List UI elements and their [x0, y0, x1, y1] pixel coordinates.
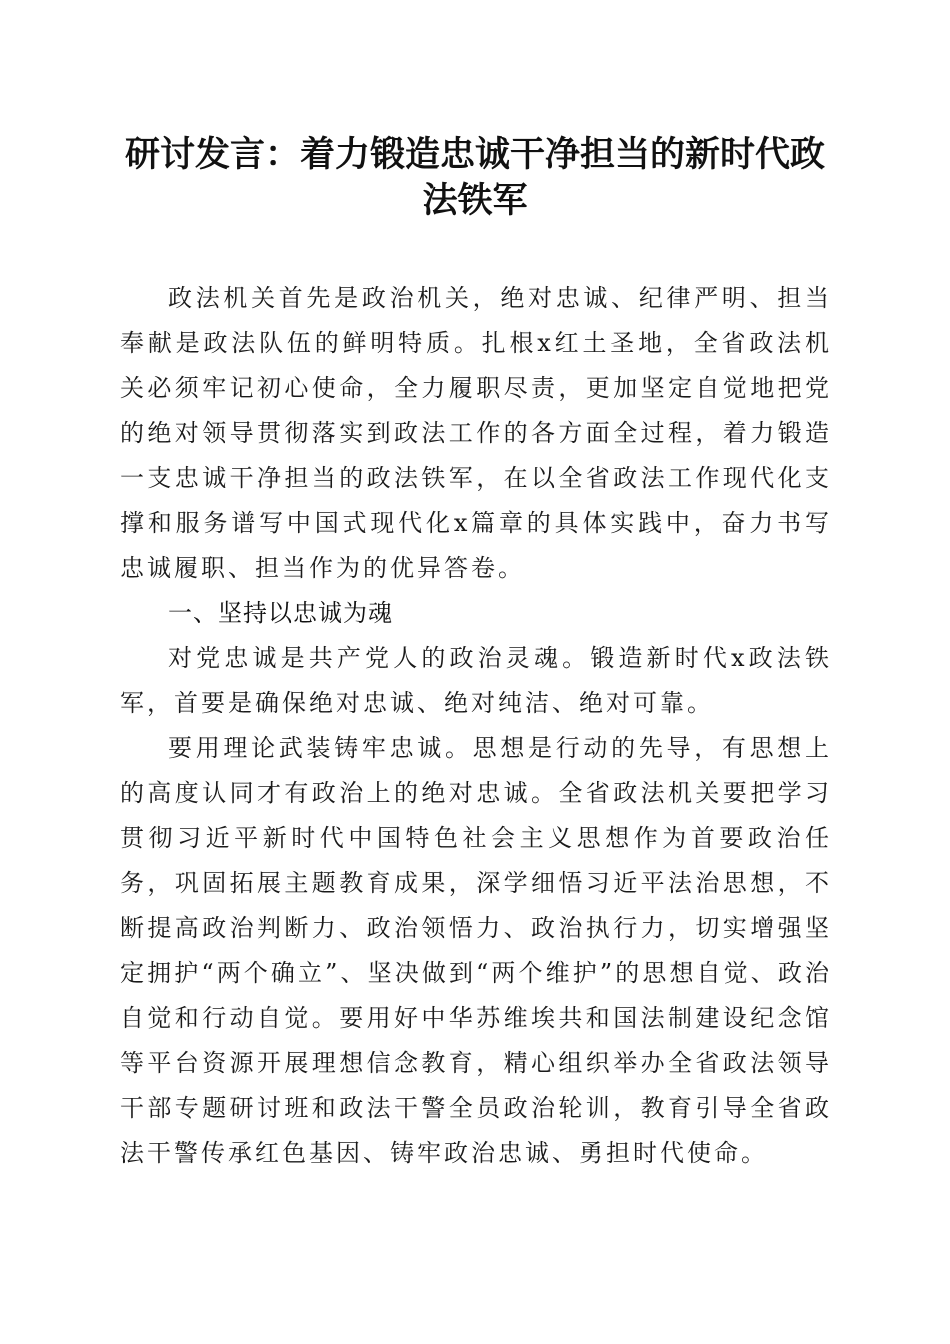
title-line-1: 研讨发言：着力锻造忠诚干净担当的新时代政	[124, 134, 825, 175]
document-title	[100, 132, 850, 224]
section-paragraph-2: 要用理论武装铸牢忠诚。思想是行动的先导，有思想上的高度认同才有政治上的绝对忠诚。全省政法机关要把学习贯彻习近平新时代中国特色社会主义思想作为首要政治任务，巩固拓展主题教育成果，深学细悟习近平法治思想，不断提高政治判断力、政治领悟力、政治执行力，切实增强坚定拥护“两个确立”、坚决做到“两个维护”的思想自觉、政治自觉和行动自觉。要用好中华苏维埃共和国法制建设纪念馆等平台资源开展理想信念教育，精心组织举办全省政法领导干部专题研讨班和政法干警全员政治轮训，教育引导全省政法干警传承红色基因、铸牢政治忠诚、勇担时代使命。	[120, 734, 832, 1167]
section-heading: 一、坚持以忠诚为魂	[168, 599, 393, 627]
title-line-2: 法铁军	[422, 180, 528, 221]
document-body	[120, 276, 832, 1176]
intro-paragraph: 政法机关首先是政治机关，绝对忠诚、纪律严明、担当奉献是政法队伍的鲜明特质。扎根x红土圣地，全省政法机关必须牢记初心使命，全力履职尽责，更加坚定自觉地把党的绝对领导贯彻落实到政法工作的各方面全过程，着力锻造一支忠诚干净担当的政法铁军，在以全省政法工作现代化支撑和服务谱写中国式现代化x篇章的具体实践中，奋力书写忠诚履职、担当作为的优异答卷。	[120, 284, 832, 582]
section-paragraph-1: 对党忠诚是共产党人的政治灵魂。锻造新时代x政法铁军，首要是确保绝对忠诚、绝对纯洁、绝对可靠。	[120, 644, 832, 717]
